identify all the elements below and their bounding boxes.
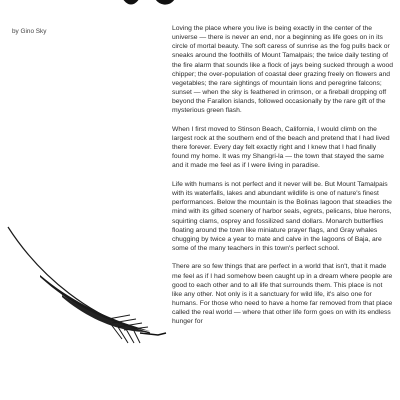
feather-illustration — [0, 215, 170, 345]
article-paragraph: Life with humans is not perfect and it never will be. But Mount Tamalpais with its waterfalls, lakes and abundant wildlife is one of nature's finest performances. Below the mountain is the Bolinas lagoon that steadies the mind with its gifted scenery of harbor seals, egrets, pelicans, blue herons, squirting clams, osprey and fossilized sand dollars. Monarch butterflies floating around the town like miniature prayer flags, and Gray whales chugging by twice a year to mate and calve in the lagoons of Baja, are some of the many teachers in this town's perfect school. — [172, 180, 392, 253]
title-letter-fragment — [118, 0, 180, 14]
byline: by Gino Sky — [12, 28, 47, 35]
article-paragraph: When I first moved to Stinson Beach, California, I would climb on the largest rock at the southern end of the beach and pretend that I had lived there forever. Every day felt exactly right and I knew that I had finally found my home. It was my Shangri-la — the town that stayed the same and it made me feel as if I were living in paradise. — [172, 125, 390, 170]
article-paragraph: There are so few things that are perfect in a world that isn't, that it made me feel as if I had somehow been caught up in a dream where people are good to each other and to all life that surrounds them. This place is not like any other. Not only is it a sanctuary for wild life, it's also one for humans. For those who need to have a home far removed from that place called the real world — where that other life form goes on with its endless hunger for — [172, 263, 393, 326]
article-body — [172, 24, 394, 336]
article-paragraph: Loving the place where you live is being exactly in the center of the universe — there is never an end, nor a beginning as life goes on in its circle of mortal beauty. The soft caress of sunrise as the fog pulls back or sneaks around the foothills of Mount Tamalpais; the twice daily testing of the fire alarm that sounds like a flock of jays being sucked through a wood chipper; the over-population of coastal deer grazing freely on flowers and vegetables; the rare sightings of mountain lions and peregrine falcons; sunset — when the sky is feathered in crimson, or a fireball dropping off beyond the Farallon islands, followed occasionally by the rare gift of the mysterious green flash. — [172, 25, 393, 115]
